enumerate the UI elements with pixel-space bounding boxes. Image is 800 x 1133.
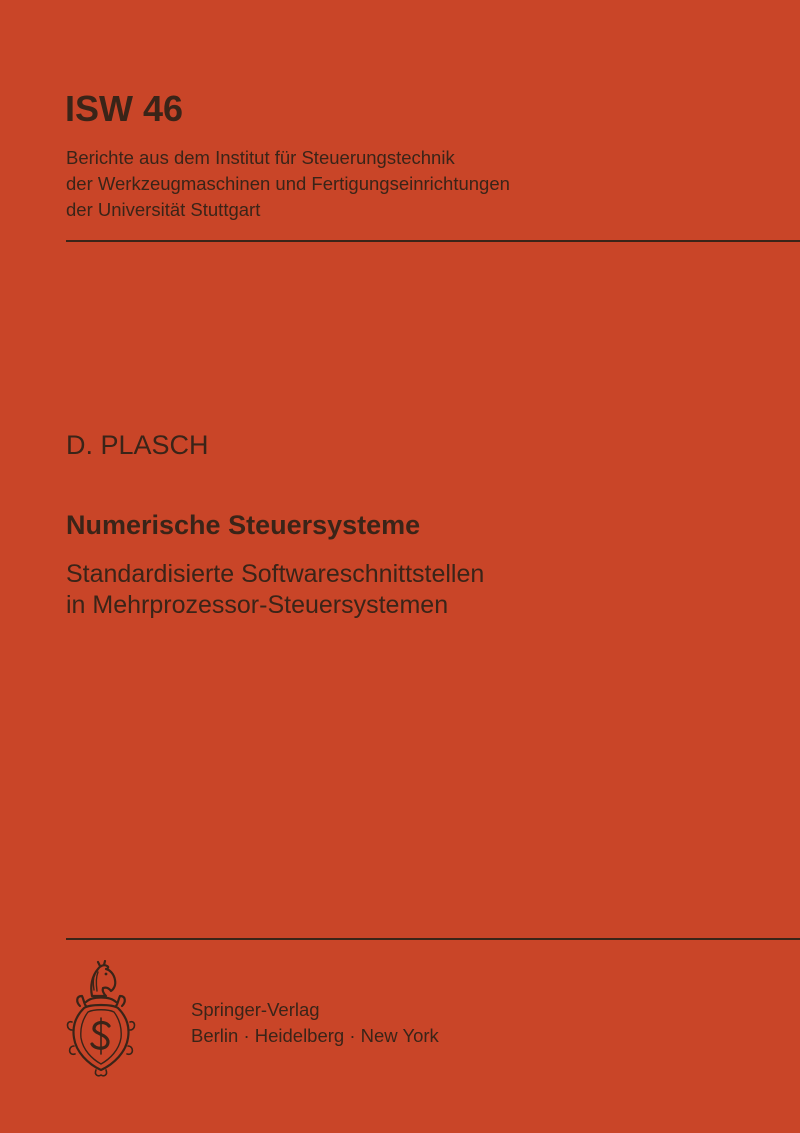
- institute-description: [66, 145, 510, 223]
- publisher-info: [191, 997, 439, 1049]
- bottom-divider: [66, 938, 800, 940]
- subtitle-line: Standardisierte Softwareschnittstellen: [66, 560, 485, 588]
- institute-line: Berichte aus dem Institut für Steuerungstechnik: [66, 147, 455, 168]
- subtitle-line: in Mehrprozessor-Steuersystemen: [66, 591, 449, 619]
- institute-line: der Werkzeugmaschinen und Fertigungseinrichtungen: [66, 173, 510, 194]
- publisher-cities: Berlin · Heidelberg · New York: [191, 1025, 439, 1046]
- series-label: ISW 46: [65, 88, 184, 129]
- book-subtitle: [66, 559, 484, 621]
- springer-knight-logo-icon: [62, 960, 140, 1078]
- institute-line: der Universität Stuttgart: [66, 199, 261, 220]
- top-divider: [66, 240, 800, 242]
- book-title: Numerische Steuersysteme: [66, 510, 421, 540]
- publisher-name: Springer-Verlag: [191, 999, 320, 1020]
- author-name: D. PLASCH: [66, 430, 209, 460]
